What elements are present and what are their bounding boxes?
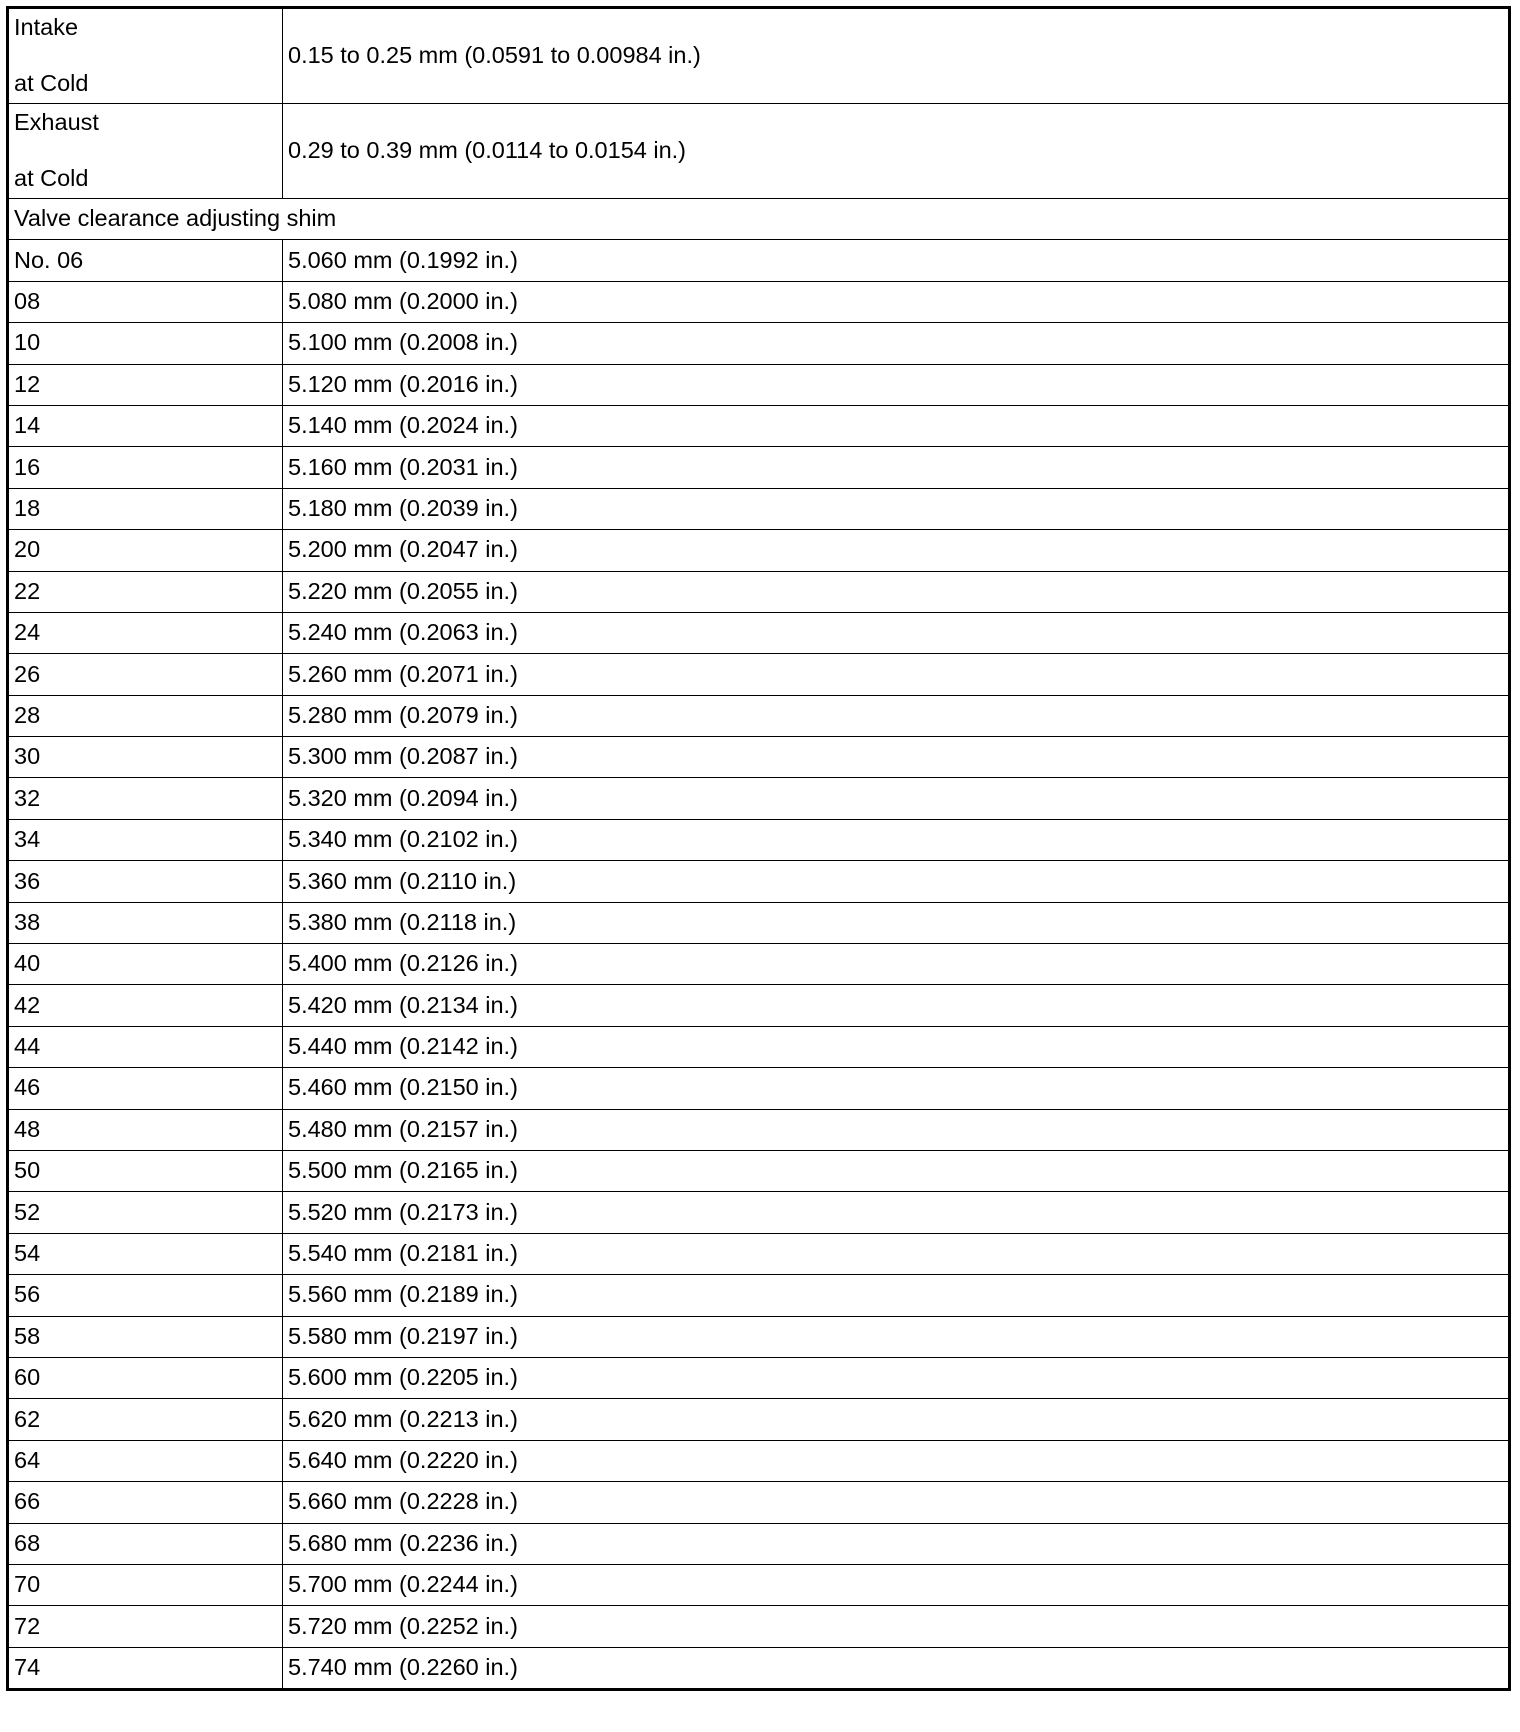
table-row — [8, 1192, 1510, 1233]
shim-header-row — [8, 199, 1510, 240]
shim-thickness: 5.680 mm (0.2236 in.) — [283, 1523, 1510, 1564]
shim-number: 18 — [8, 488, 283, 529]
table-row — [8, 654, 1510, 695]
exhaust-label: Exhaust — [14, 109, 99, 136]
table-row — [8, 1068, 1510, 1109]
shim-number: 32 — [8, 778, 283, 819]
shim-thickness: 5.280 mm (0.2079 in.) — [283, 695, 1510, 736]
shim-number: 64 — [8, 1440, 283, 1481]
shim-number: 34 — [8, 819, 283, 860]
table-row — [8, 323, 1510, 364]
table-row — [8, 944, 1510, 985]
exhaust-clearance-value: 0.29 to 0.39 mm (0.0114 to 0.0154 in.) — [283, 104, 1510, 199]
shim-number: 12 — [8, 364, 283, 405]
shim-thickness: 5.720 mm (0.2252 in.) — [283, 1606, 1510, 1647]
shim-thickness: 5.500 mm (0.2165 in.) — [283, 1150, 1510, 1191]
table-row — [8, 1357, 1510, 1398]
shim-thickness: 5.540 mm (0.2181 in.) — [283, 1233, 1510, 1274]
table-row — [8, 240, 1510, 281]
table-row — [8, 1150, 1510, 1191]
shim-number: 66 — [8, 1482, 283, 1523]
table-row — [8, 1026, 1510, 1067]
shim-number: 28 — [8, 695, 283, 736]
intake-condition: at Cold — [14, 70, 89, 97]
valve-clearance-spec-table — [6, 6, 1511, 1691]
shim-thickness: 5.520 mm (0.2173 in.) — [283, 1192, 1510, 1233]
shim-number: 70 — [8, 1564, 283, 1605]
shim-number: 22 — [8, 571, 283, 612]
table-row — [8, 737, 1510, 778]
valve-clearance-spec-table-wrapper — [6, 6, 1508, 1691]
exhaust-clearance-row — [8, 104, 1510, 199]
table-row — [8, 1316, 1510, 1357]
shim-number: 46 — [8, 1068, 283, 1109]
shim-thickness: 5.640 mm (0.2220 in.) — [283, 1440, 1510, 1481]
shim-thickness: 5.400 mm (0.2126 in.) — [283, 944, 1510, 985]
shim-number: 20 — [8, 530, 283, 571]
shim-number: 16 — [8, 447, 283, 488]
table-row — [8, 447, 1510, 488]
table-row — [8, 488, 1510, 529]
shim-number: 44 — [8, 1026, 283, 1067]
table-row — [8, 571, 1510, 612]
table-row — [8, 1564, 1510, 1605]
shim-number: 68 — [8, 1523, 283, 1564]
shim-number: 48 — [8, 1109, 283, 1150]
shim-number: 42 — [8, 985, 283, 1026]
shim-thickness: 5.320 mm (0.2094 in.) — [283, 778, 1510, 819]
shim-number: 10 — [8, 323, 283, 364]
table-row — [8, 695, 1510, 736]
shim-thickness: 5.660 mm (0.2228 in.) — [283, 1482, 1510, 1523]
exhaust-label-cell — [8, 104, 283, 199]
shim-thickness: 5.620 mm (0.2213 in.) — [283, 1399, 1510, 1440]
table-row — [8, 1440, 1510, 1481]
shim-number: 52 — [8, 1192, 283, 1233]
shim-number: 08 — [8, 281, 283, 322]
table-row — [8, 778, 1510, 819]
shim-number: 38 — [8, 902, 283, 943]
shim-thickness: 5.180 mm (0.2039 in.) — [283, 488, 1510, 529]
table-row — [8, 530, 1510, 571]
table-row — [8, 1233, 1510, 1274]
shim-thickness: 5.340 mm (0.2102 in.) — [283, 819, 1510, 860]
spec-table-body — [8, 8, 1510, 1690]
shim-number: No. 06 — [8, 240, 283, 281]
table-row — [8, 281, 1510, 322]
shim-number: 62 — [8, 1399, 283, 1440]
shim-thickness: 5.140 mm (0.2024 in.) — [283, 405, 1510, 446]
shim-thickness: 5.580 mm (0.2197 in.) — [283, 1316, 1510, 1357]
table-row — [8, 364, 1510, 405]
shim-thickness: 5.420 mm (0.2134 in.) — [283, 985, 1510, 1026]
table-row — [8, 819, 1510, 860]
table-row — [8, 861, 1510, 902]
table-row — [8, 1647, 1510, 1689]
shim-section-heading: Valve clearance adjusting shim — [8, 199, 1510, 240]
intake-label-cell — [8, 8, 283, 104]
table-row — [8, 1275, 1510, 1316]
shim-thickness: 5.740 mm (0.2260 in.) — [283, 1647, 1510, 1689]
shim-thickness: 5.300 mm (0.2087 in.) — [283, 737, 1510, 778]
shim-thickness: 5.700 mm (0.2244 in.) — [283, 1564, 1510, 1605]
table-row — [8, 405, 1510, 446]
shim-thickness: 5.120 mm (0.2016 in.) — [283, 364, 1510, 405]
table-row — [8, 985, 1510, 1026]
shim-number: 58 — [8, 1316, 283, 1357]
shim-thickness: 5.560 mm (0.2189 in.) — [283, 1275, 1510, 1316]
table-row — [8, 902, 1510, 943]
intake-clearance-row — [8, 8, 1510, 104]
shim-thickness: 5.100 mm (0.2008 in.) — [283, 323, 1510, 364]
shim-thickness: 5.380 mm (0.2118 in.) — [283, 902, 1510, 943]
shim-number: 36 — [8, 861, 283, 902]
shim-thickness: 5.460 mm (0.2150 in.) — [283, 1068, 1510, 1109]
shim-thickness: 5.480 mm (0.2157 in.) — [283, 1109, 1510, 1150]
shim-number: 50 — [8, 1150, 283, 1191]
table-row — [8, 1482, 1510, 1523]
table-row — [8, 1399, 1510, 1440]
shim-number: 60 — [8, 1357, 283, 1398]
shim-number: 24 — [8, 612, 283, 653]
shim-number: 40 — [8, 944, 283, 985]
exhaust-condition: at Cold — [14, 165, 89, 192]
shim-thickness: 5.220 mm (0.2055 in.) — [283, 571, 1510, 612]
shim-thickness: 5.360 mm (0.2110 in.) — [283, 861, 1510, 902]
shim-number: 56 — [8, 1275, 283, 1316]
shim-number: 54 — [8, 1233, 283, 1274]
shim-number: 14 — [8, 405, 283, 446]
intake-clearance-value: 0.15 to 0.25 mm (0.0591 to 0.00984 in.) — [283, 8, 1510, 104]
shim-thickness: 5.440 mm (0.2142 in.) — [283, 1026, 1510, 1067]
table-row — [8, 1109, 1510, 1150]
table-row — [8, 612, 1510, 653]
shim-number: 74 — [8, 1647, 283, 1689]
shim-thickness: 5.200 mm (0.2047 in.) — [283, 530, 1510, 571]
intake-label: Intake — [14, 14, 79, 41]
shim-number: 26 — [8, 654, 283, 695]
shim-number: 72 — [8, 1606, 283, 1647]
shim-thickness: 5.260 mm (0.2071 in.) — [283, 654, 1510, 695]
shim-thickness: 5.080 mm (0.2000 in.) — [283, 281, 1510, 322]
table-row — [8, 1606, 1510, 1647]
shim-thickness: 5.240 mm (0.2063 in.) — [283, 612, 1510, 653]
shim-thickness: 5.060 mm (0.1992 in.) — [283, 240, 1510, 281]
shim-thickness: 5.600 mm (0.2205 in.) — [283, 1357, 1510, 1398]
shim-number: 30 — [8, 737, 283, 778]
shim-thickness: 5.160 mm (0.2031 in.) — [283, 447, 1510, 488]
table-row — [8, 1523, 1510, 1564]
